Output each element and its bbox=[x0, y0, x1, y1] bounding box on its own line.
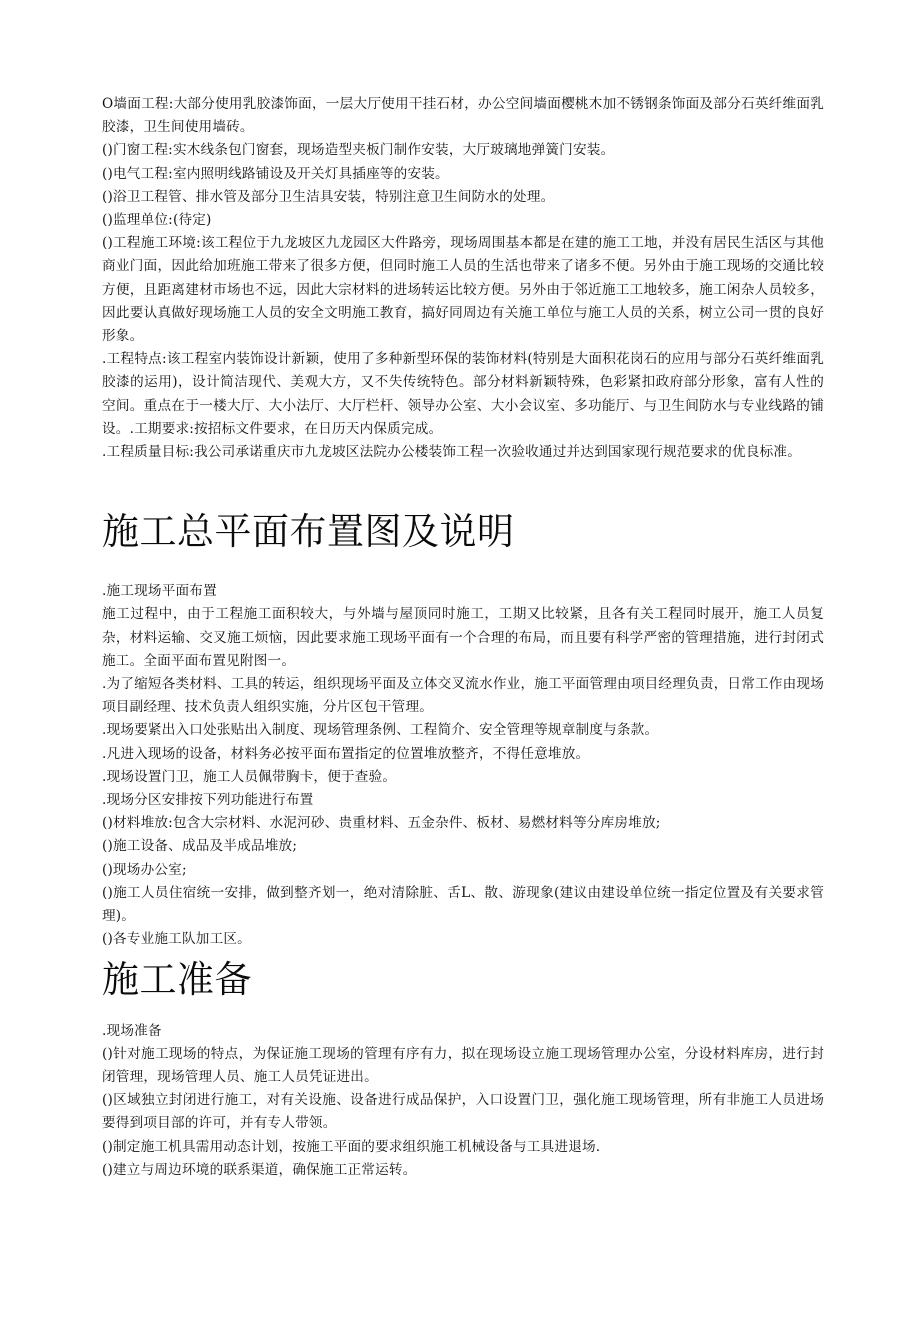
paragraph-door-window-works: ()门窗工程:实木线条包门窗套，现场造型夹板门制作安装，大厅玻璃地弹簧门安装。 bbox=[102, 142, 615, 159]
list-item-site-office: ()现场办公室; bbox=[102, 861, 187, 878]
document-page bbox=[102, 93, 824, 1182]
paragraph-bathroom-works: ()浴卫工程管、排水管及部分卫生洁具安装，特别注意卫生间防水的处理。 bbox=[102, 188, 555, 205]
list-item-machinery-plan: ()制定施工机具需用动态计划，按施工平面的要求组织施工机械设备与工具进退场. bbox=[102, 1138, 601, 1155]
paragraph-layout-intro: 施工过程中，由于工程施工面积较大，与外墙与屋顶同时施工，工期又比较紧，且各有关工程同时展开，施工人员复杂，材料运输、交叉施工烦恼，因此要求施工现场平面有一个合理的布局，而且要有科学严密的管理措施，进行封闭式施工。全面平面布置见附图一。 bbox=[102, 606, 824, 669]
list-item-contact-channels: ()建立与周边环境的联系渠道，确保施工正常运转。 bbox=[102, 1161, 417, 1178]
list-item-worker-housing: ()施工人员住宿统一安排，做到整齐划一，绝对清除脏、舌L、散、游现象(建议由建设单位统一指定位置及有关要求管理)。 bbox=[102, 884, 824, 925]
paragraph-wall-works: O墙面工程:大部分使用乳胶漆饰面，一层大厅使用干挂石材，办公空间墙面樱桃木加不锈钢条饰面及部分石英纤维面乳胶漆，卫生间使用墙砖。 bbox=[102, 96, 824, 136]
paragraph-site-preparation-title: .现场准备 bbox=[102, 1022, 162, 1039]
paragraph-electrical-works: ()电气工程:室内照明线路铺设及开关灯具插座等的安装。 bbox=[102, 165, 449, 182]
paragraph-layout-guard: .现场设置门卫，施工人员佩带胸卡，便于查验。 bbox=[102, 768, 397, 785]
paragraph-layout-rules-posting: .现场要紧出入口处张贴出入制度、现场管理条例、工程简介、安全管理等规章制度与条款。 bbox=[102, 722, 659, 739]
paragraph-layout-zoning: .现场分区安排按下列功能进行布置 bbox=[102, 792, 314, 809]
paragraph-layout-equipment: .凡进入现场的设备，材料务必按平面布置指定的位置堆放整齐，不得任意堆放。 bbox=[102, 745, 590, 762]
paragraph-supervision-unit: ()监理单位:(待定) bbox=[102, 212, 212, 229]
heading-site-layout: 施工总平面布置图及说明 bbox=[102, 510, 515, 554]
list-item-processing-area: ()各专业施工队加工区。 bbox=[102, 931, 251, 948]
paragraph-layout-title: .施工现场平面布置 bbox=[102, 583, 217, 600]
section-site-layout bbox=[102, 580, 824, 951]
section-project-overview bbox=[102, 93, 824, 464]
paragraph-site-environment: ()工程施工环境:该工程位于九龙坡区九龙园区大件路旁，现场周围基本都是在建的施工工地，并没有居民生活区与其他商业门面，因此给加班施工带来了很多方便，但同时施工人员的生活也带来了诸多不便。另外由于施工现场的交通比较方便，且距离建材市场也不远，因此大宗材料的进场转运比较方便。另外由于邻近施工工地较多，施工闲杂人员较多，因此要认真做好现场施工人员的安全文明施工教育，搞好同周边有关施工单位与施工人员的关系，树立公司一贯的良好形象。 bbox=[102, 235, 824, 345]
section-construction-preparation bbox=[102, 1020, 824, 1182]
paragraph-layout-management: .为了缩短各类材料、工具的转运，组织现场平面及立体交叉流水作业，施工平面管理由项目经理负责，日常工作由现场项目副经理、技术负责人组织实施，分片区包干管理。 bbox=[102, 676, 824, 716]
list-item-material-storage: ()材料堆放:包含大宗材料、水泥河砂、贵重材料、五金杂件、板材、易燃材料等分库房堆放; bbox=[102, 815, 661, 832]
heading-construction-preparation: 施工准备 bbox=[102, 957, 252, 1001]
paragraph-project-features: .工程特点:该工程室内装饰设计新颖，使用了多种新型环保的装饰材料(特别是大面积花岗石的应用与部分石英纤维面乳胶漆的运用)，设计简洁现代、美观大方，又不失传统特色。部分材料新颖特殊，色彩紧扣政府部分形象，富有人性的空间。重点在于一楼大厅、大小法厅、大厅栏杆、领导办公室、大小会议室、多功能厅、与卫生间防水与专业线路的铺设。.工期要求:按招标文件要求，在日历天内保质完成。 bbox=[102, 351, 824, 437]
list-item-equipment-storage: ()施工设备、成品及半成品堆放; bbox=[102, 838, 298, 855]
list-item-enclosed-construction: ()区域独立封闭进行施工，对有关设施、设备进行成品保护，入口设置门卫，强化施工现场管理，所有非施工人员进场要得到项目部的许可，并有专人带领。 bbox=[102, 1092, 824, 1132]
list-item-site-office-setup: ()针对施工现场的特点，为保证施工现场的管理有序有力，拟在现场设立施工现场管理办公室，分设材料库房，进行封闭管理，现场管理人员、施工人员凭证进出。 bbox=[102, 1045, 824, 1085]
paragraph-quality-target: .工程质量目标:我公司承诺重庆市九龙坡区法院办公楼装饰工程一次验收通过并达到国家现行规范要求的优良标准。 bbox=[102, 444, 801, 461]
